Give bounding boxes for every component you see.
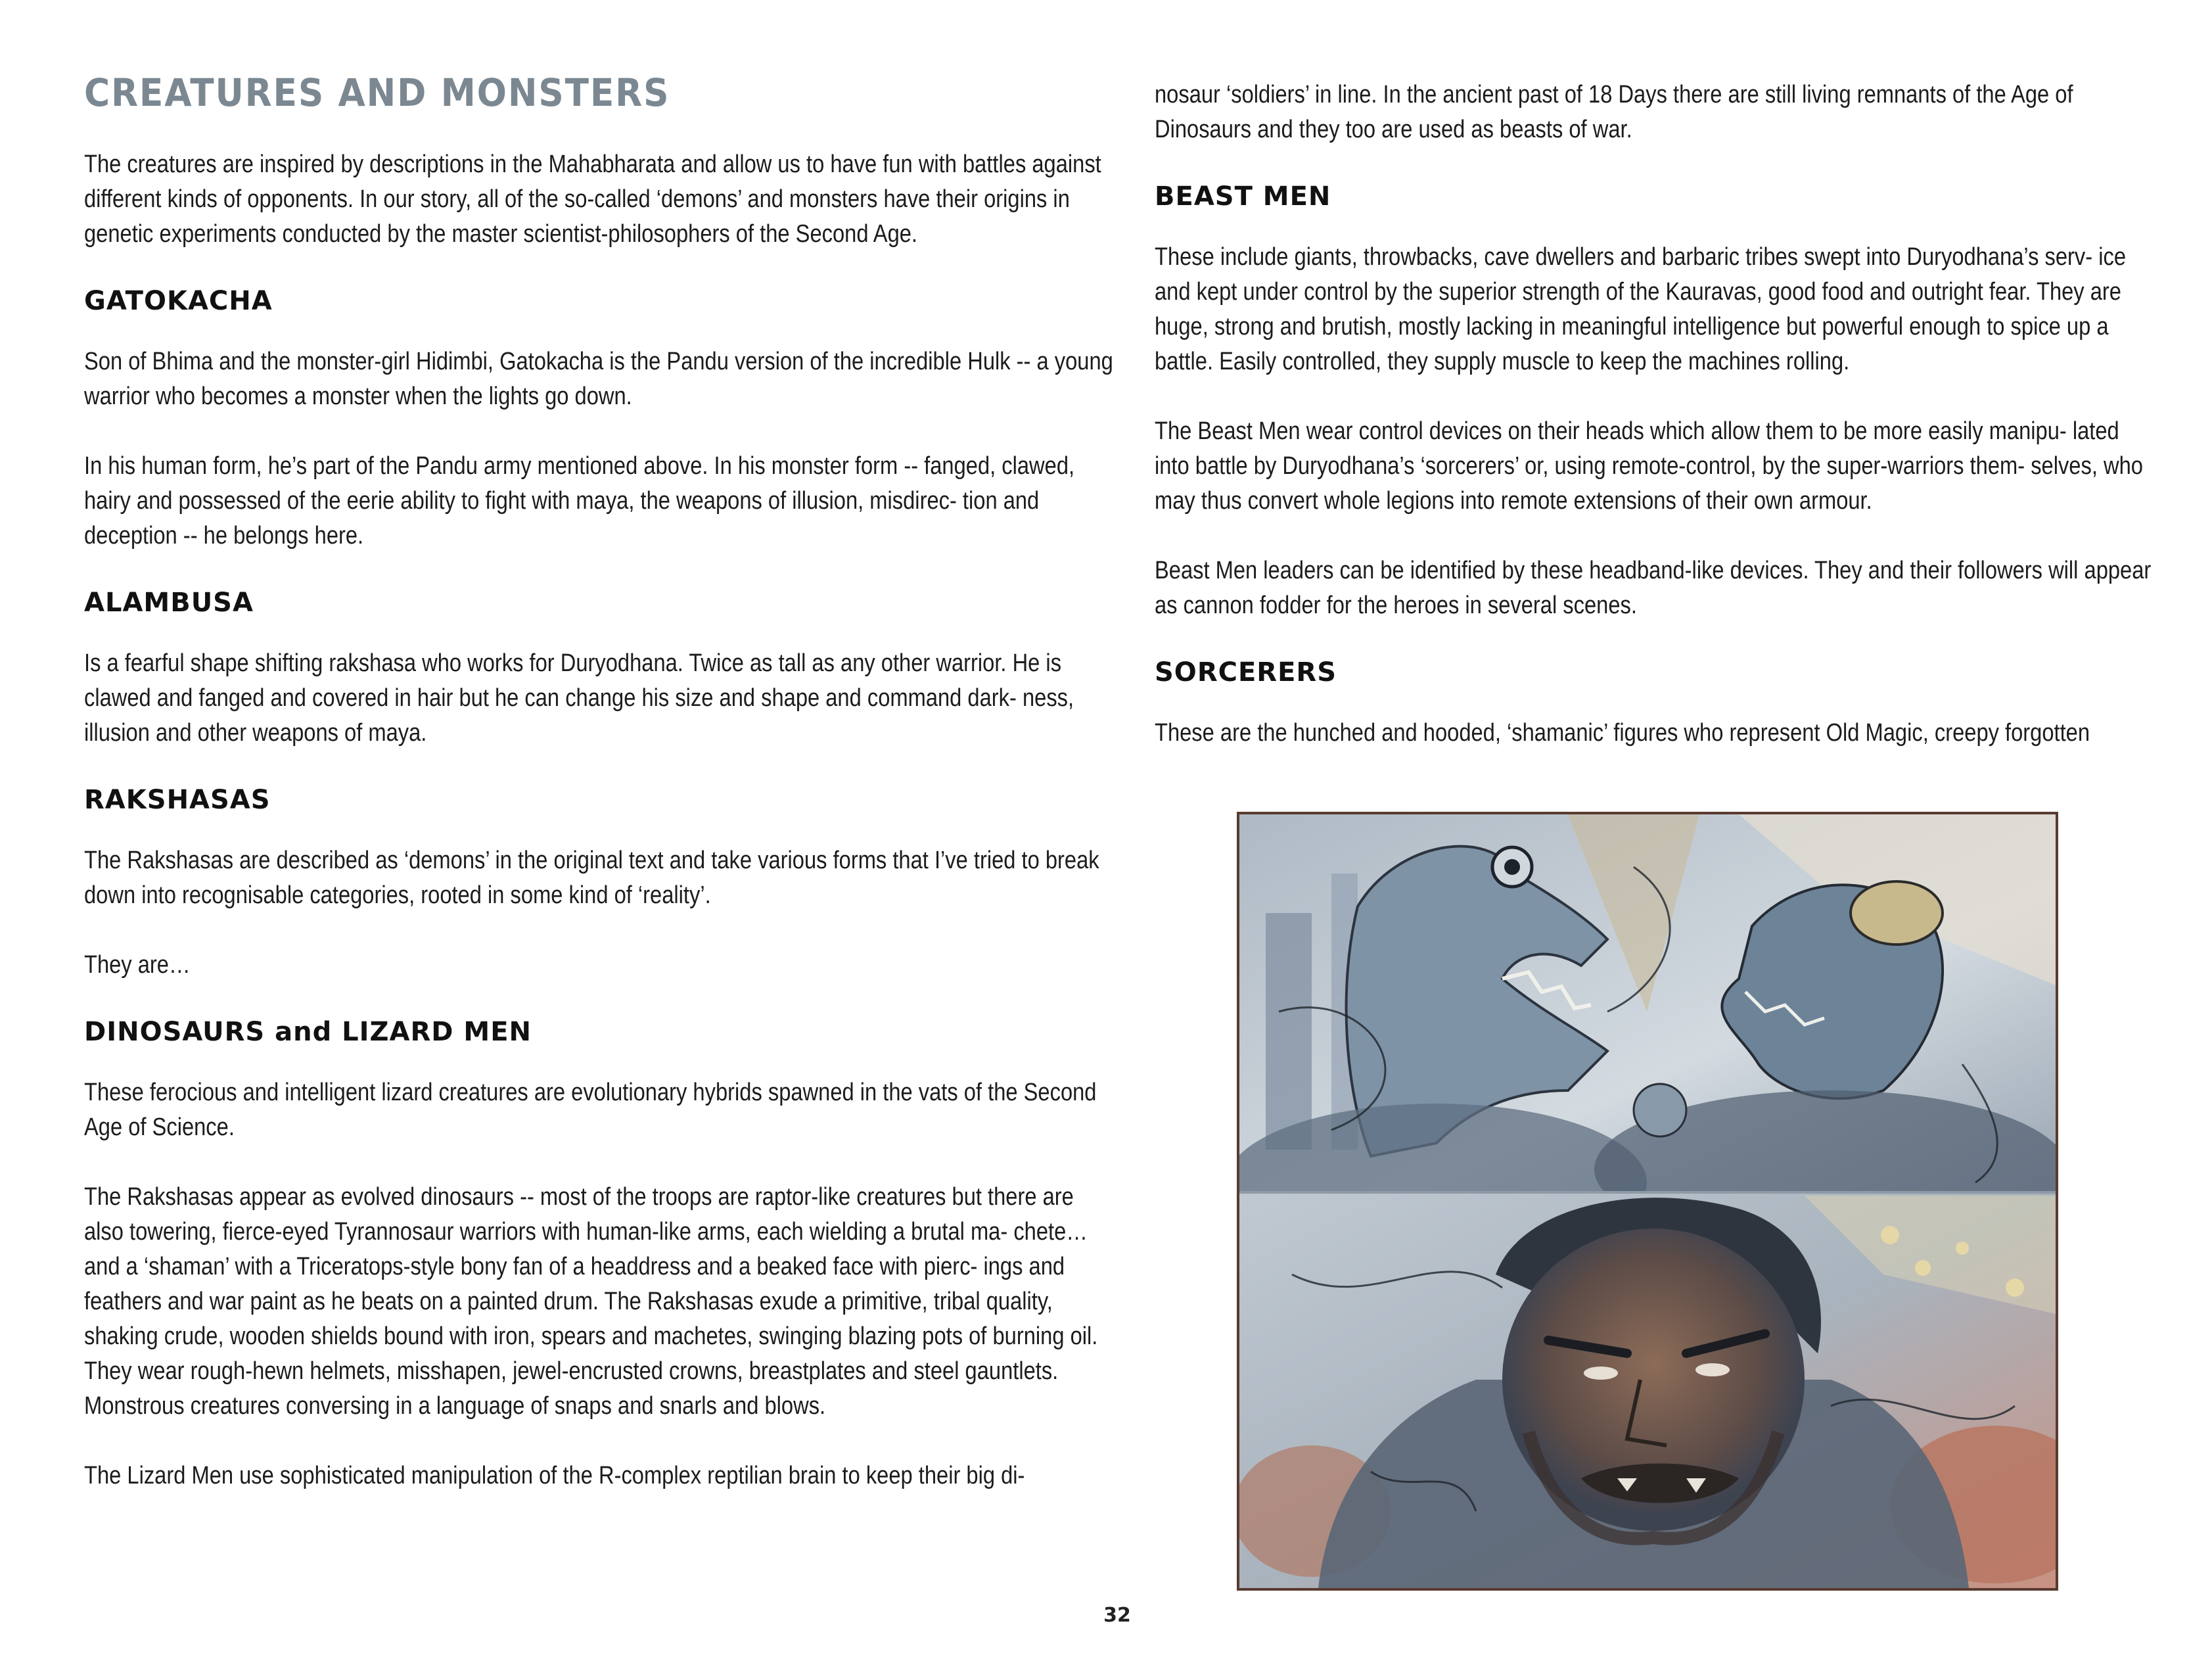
right-column: [1155, 78, 2154, 785]
page-number: 32: [1103, 1604, 1131, 1627]
section-heading-gatokacha: GATOKACHA: [84, 285, 273, 316]
beast-men-paragraph-3: Beast Men leaders can be identified by these headband-like devices. They and their followers will appear as cannon fodder for the heroes in several scenes.: [1155, 557, 2152, 619]
dinosaurs-paragraph-3: The Lizard Men use sophisticated manipulation of the R-complex reptilian brain to keep their big di-: [84, 1461, 1025, 1489]
rakshasas-paragraph-2: They are…: [84, 950, 191, 979]
gatokacha-paragraph-1: Son of Bhima and the monster-girl Hidimbi, Gatokacha is the Pandu version of the incredible Hulk -- a young warrior who becomes a monster when the lights go down.: [84, 347, 1113, 410]
section-heading-beast-men: BEAST MEN: [1155, 181, 1331, 212]
illustration-svg: [1239, 814, 2056, 1588]
page-title: CREATURES AND MONSTERS: [84, 70, 670, 115]
section-heading-alambusa: ALAMBUSA: [84, 587, 254, 618]
left-column: [84, 72, 1116, 1528]
beast-men-paragraph-2: The Beast Men wear control devices on their heads which allow them to be more easily manipu- lated into battle by Duryodhana’s ‘sorcerers’ or, using remote-control, by the super-warriors them- selves, who may thus convert whole legions into remote extensions of their own armour.: [1155, 417, 2143, 515]
rakshasas-paragraph-1: The Rakshasas are described as ‘demons’ in the original text and take various forms that I’ve tried to break down into recognisable categories, rooted in some kind of ‘reality’.: [84, 846, 1099, 909]
section-heading-sorcerers: SORCERERS: [1155, 657, 1337, 688]
bottom-panel-beast-man: [1239, 1194, 2056, 1588]
section-heading-rakshasas: RAKSHASAS: [84, 784, 271, 815]
beast-men-paragraph-1: These include giants, throwbacks, cave dwellers and barbaric tribes swept into Duryodhana’s serv- ice and kept under control by the superior strength of the Kauravas, good food and outright fear. They are huge, strong and brutish, mostly lacking in meaningful intelligence but powerful enough to spice up a battle. Easily controlled, they supply muscle to keep the machines rolling.: [1155, 243, 2126, 375]
dinosaurs-paragraph-2: The Rakshasas appear as evolved dinosaurs -- most of the troops are raptor-like creatures but there are also towering, fierce-eyed Tyrannosaur warriors with human-like arms, each wielding a brutal ma- chete…and a ‘shaman’ with a Triceratops-style bony fan of a headdress and a beaked face with pierc- ings and feathers and war paint as he beats on a painted drum. The Rakshasas exude a primitive, tribal quality, shaking crude, wooden shields bound with iron, spears and machetes, swinging blazing pots of burning oil. They wear rough-hewn helmets, misshapen, jewel-encrusted crowns, breastplates and steel gauntlets. Monstrous creatures conversing in a language of snaps and snarls and blows.: [84, 1182, 1098, 1420]
dinosaurs-paragraph-1: These ferocious and intelligent lizard creatures are evolutionary hybrids spawned in the vats of the Second Age of Science.: [84, 1078, 1097, 1141]
section-heading-dinosaurs: DINOSAURS and LIZARD MEN: [84, 1016, 532, 1047]
gatokacha-paragraph-2: In his human form, he’s part of the Pandu army mentioned above. In his monster form -- fanged, clawed, hairy and possessed of the eerie ability to fight with maya, the weapons of illusion, misdirec- tion and deception -- he belongs here.: [84, 452, 1075, 550]
intro-paragraph: The creatures are inspired by descriptions in the Mahabharata and allow us to have fun with battles against different kinds of opponents. In our story, all of the so-called ‘demons’ and monsters have their origins in genetic experiments conducted by the master scientist-philosophers of the Second Age.: [84, 150, 1101, 248]
concept-art-illustration: [1237, 812, 2058, 1591]
alambusa-paragraph: Is a fearful shape shifting rakshasa who works for Duryodhana. Twice as tall as any other warrior. He is clawed and fanged and covered in hair but he can change his size and shape and command dark- ness, illusion and other weapons of maya.: [84, 649, 1074, 747]
sorcerers-paragraph: These are the hunched and hooded, ‘shamanic’ figures who represent Old Magic, creepy forgotten: [1155, 719, 2090, 747]
continuation-paragraph: nosaur ‘soldiers’ in line. In the ancient past of 18 Days there are still living remnants of the Age of Dinosaurs and they too are used as beasts of war.: [1155, 81, 2073, 143]
